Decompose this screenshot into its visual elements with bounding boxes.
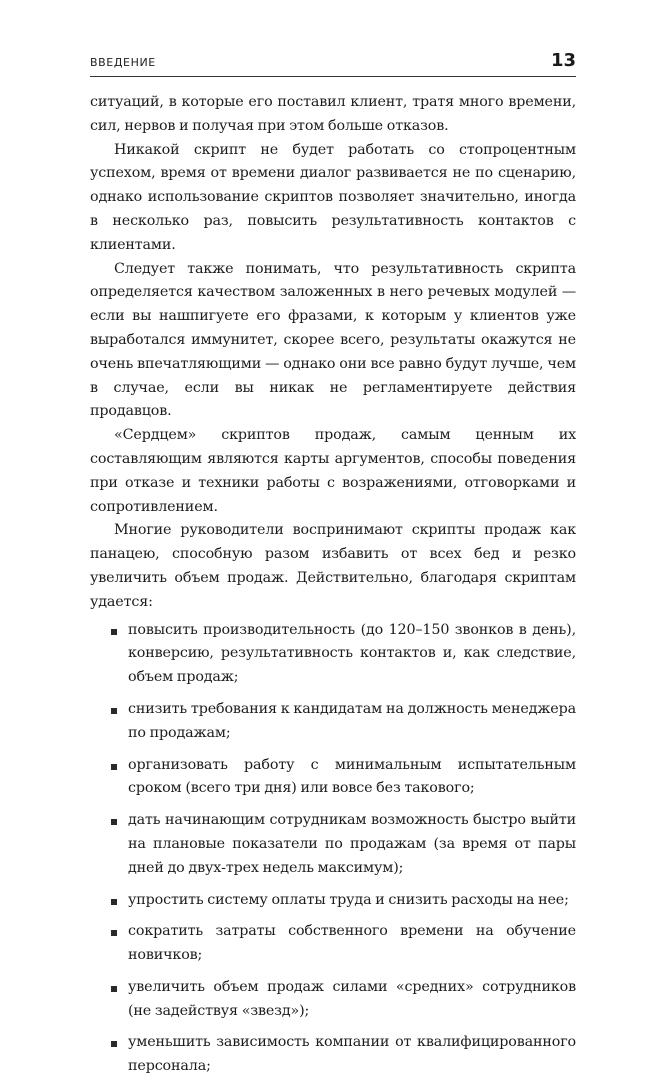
paragraph: Следует также понимать, что результативность скрипта определяется качеством заложенных в него речевых модулей — если вы нашпигуете его фразами, к которым у клиентов уже выработался иммунитет, скорее всего, результаты окажутся не очень впечатляющими — однако они все равно будут лучше, чем в случае, если вы никак не регламентируете действия продавцов. <box>90 260 576 420</box>
list-item <box>90 889 576 913</box>
paragraph: «Сердцем» скриптов продаж, самым ценным их составляющим являются карты аргументов, способы поведения при отказе и техники работы с возражениями, отговорками и сопротивлением. <box>90 427 576 515</box>
square-bullet-icon <box>111 708 117 714</box>
list-item-text: организовать работу с минимальным испытательным сроком (всего три дня) или вовсе без такового; <box>128 756 576 797</box>
page-body <box>90 91 576 1079</box>
square-bullet-icon <box>111 930 117 936</box>
list-item-text: упростить систему оплаты труда и снизить расходы на нее; <box>128 891 569 908</box>
list-item <box>90 809 576 880</box>
square-bullet-icon <box>111 629 117 635</box>
list-item <box>90 920 576 968</box>
section-title: ВВЕДЕНИЕ <box>90 56 156 69</box>
paragraph-continuation: ситуаций, в которые его поставил клиент, тратя много времени, сил, нервов и получая при этом больше отказов. <box>90 94 576 134</box>
list-item-text: дать начинающим сотрудникам возможность быстро выйти на плановые показатели по продажам (за время от пары дней до двух-трех недель максимум); <box>128 812 576 876</box>
square-bullet-icon <box>111 819 117 825</box>
page-number: 13 <box>550 50 576 71</box>
square-bullet-icon <box>111 899 117 905</box>
paragraph: Никакой скрипт не будет работать со стопроцентным успехом, время от времени диалог развивается не по сценарию, однако использование скриптов позволяет значительно, иногда в несколько раз, повысить результативность контактов с клиентами. <box>90 141 576 253</box>
list-item <box>90 754 576 802</box>
square-bullet-icon <box>111 764 117 770</box>
running-head <box>90 50 576 74</box>
list-item-text: уменьшить зависимость компании от квалифицированного персонала; <box>128 1034 576 1075</box>
list-item <box>90 1031 576 1079</box>
list-item-text: сократить затраты собственного времени на обучение новичков; <box>128 923 576 964</box>
book-page <box>90 0 576 1075</box>
list-item-text: снизить требования к кандидатам на должность менеджера по продажам; <box>128 700 576 741</box>
list-item-text: увеличить объем продаж силами «средних» сотрудников (не задействуя «звезд»); <box>128 978 576 1019</box>
list-item <box>90 976 576 1024</box>
list-item <box>90 698 576 746</box>
header-divider <box>90 76 576 77</box>
square-bullet-icon <box>111 1041 117 1047</box>
list-item-text: повысить производительность (до 120–150 звонков в день), конверсию, результативность контактов и, как следствие, объем продаж; <box>128 621 576 686</box>
list-item <box>90 619 576 690</box>
benefits-list <box>90 619 576 1079</box>
square-bullet-icon <box>111 986 117 992</box>
paragraph: Многие руководители воспринимают скрипты продаж как панацею, способную разом избавить от всех бед и резко увеличить объем продаж. Действительно, благодаря скриптам удается: <box>90 522 576 610</box>
